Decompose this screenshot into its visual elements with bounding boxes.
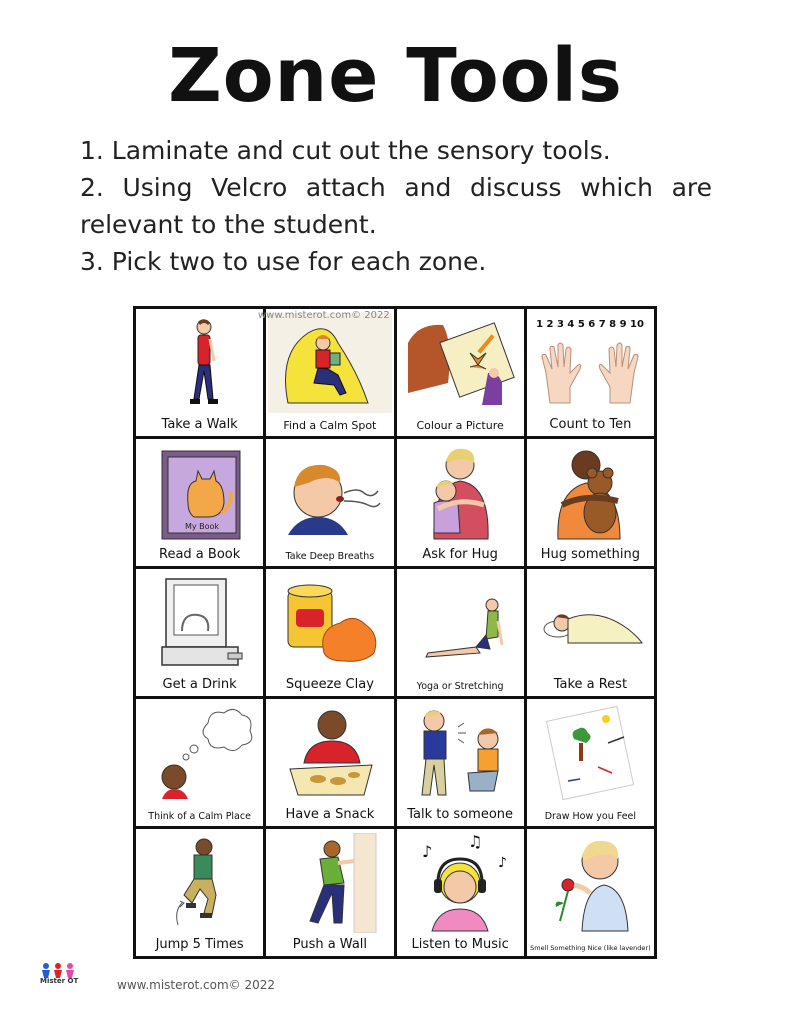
svg-text:♫: ♫ — [468, 833, 483, 851]
svg-text:♪: ♪ — [498, 855, 508, 871]
tool-card-count-to-ten — [527, 309, 654, 436]
tool-label: Take Deep Breaths — [285, 551, 375, 562]
tool-label: Colour a Picture — [416, 419, 504, 432]
tool-label: Count to Ten — [549, 417, 632, 432]
tool-card-take-a-walk — [136, 309, 263, 436]
tool-label: Squeeze Clay — [285, 677, 374, 692]
tool-card-colour-a-picture — [397, 309, 524, 436]
tool-label: Jump 5 Times — [155, 937, 244, 952]
tool-card-read-a-book — [136, 439, 263, 566]
tool-label: Take a Rest — [553, 677, 628, 692]
colouring-icon — [398, 313, 522, 413]
footer-credit: www.misterot.com© 2022 — [117, 978, 276, 992]
yoga-icon — [398, 573, 522, 673]
mister-ot-logo-icon — [36, 960, 82, 990]
play-clay-icon — [268, 573, 392, 673]
tool-label: Listen to Music — [411, 937, 509, 952]
tool-label: Read a Book — [159, 547, 241, 562]
instruction-line-3: relevant to the student. — [80, 210, 377, 239]
tool-label: Talk to someone — [407, 807, 514, 822]
instruction-line-4: 3. Pick two to use for each zone. — [80, 247, 487, 276]
page-title: Zone Tools — [168, 33, 623, 119]
tool-card-talk-to-someone — [397, 699, 524, 826]
tool-card-ask-for-hug — [397, 439, 524, 566]
tool-card-yoga-or-stretching — [397, 569, 524, 696]
book-icon — [138, 443, 262, 543]
walking-person-icon — [138, 313, 262, 413]
tool-label: Draw How you Feel — [544, 811, 637, 822]
tool-card-think-of-a-calm-place — [136, 699, 263, 826]
jumping-icon — [138, 833, 262, 933]
smelling-flower-icon — [528, 833, 652, 933]
beanbag-chair-icon — [268, 313, 392, 413]
tool-card-hug-something — [527, 439, 654, 566]
teddy-bear-icon — [528, 443, 652, 543]
tool-card-push-a-wall — [266, 829, 393, 956]
deep-breath-icon — [268, 443, 392, 543]
svg-text:My Book: My Book — [184, 522, 219, 531]
instruction-line-1: 1. Laminate and cut out the sensory tools. — [80, 136, 611, 165]
drawing-icon — [528, 703, 652, 803]
water-fountain-icon — [138, 573, 262, 673]
talking-people-icon — [398, 703, 522, 803]
tool-label: Push a Wall — [292, 937, 368, 952]
tool-label: Have a Snack — [285, 807, 375, 822]
tool-label: Find a Calm Spot — [283, 419, 377, 432]
svg-text:1 2 3 4 5 6 7 8 9 10: 1 2 3 4 5 6 7 8 9 10 — [536, 319, 645, 330]
tool-label: Hug something — [540, 547, 640, 562]
hug-icon — [398, 443, 522, 543]
tool-card-take-deep-breaths — [266, 439, 393, 566]
thought-bubble-icon — [138, 703, 262, 803]
resting-icon — [528, 573, 652, 673]
tool-card-squeeze-clay — [266, 569, 393, 696]
instructions — [80, 132, 712, 280]
tool-label: Take a Walk — [161, 417, 238, 432]
tool-label: Yoga or Stretching — [416, 681, 504, 692]
tool-card-have-a-snack — [266, 699, 393, 826]
tool-card-take-a-rest — [527, 569, 654, 696]
svg-text:♪: ♪ — [422, 842, 433, 861]
counting-hands-icon — [528, 313, 652, 413]
tool-label: Think of a Calm Place — [148, 811, 251, 822]
snack-icon — [268, 703, 392, 803]
tool-card-smell-something-nice — [527, 829, 654, 956]
tool-label: Get a Drink — [162, 677, 237, 692]
tool-card-draw-how-you-feel — [527, 699, 654, 826]
instruction-line-2: 2. Using Velcro attach and discuss which are — [80, 173, 712, 202]
tool-card-find-a-calm-spot — [266, 309, 393, 436]
wall-push-icon — [268, 833, 392, 933]
tool-label: Smell Something Nice (like lavender) — [530, 944, 651, 952]
tool-label: Ask for Hug — [422, 547, 498, 562]
tools-grid — [133, 306, 657, 959]
watermark: www.misterot.com© 2022 — [258, 310, 390, 321]
tool-card-get-a-drink — [136, 569, 263, 696]
tool-card-listen-to-music — [397, 829, 524, 956]
headphones-icon — [398, 833, 522, 933]
tool-card-jump-5-times — [136, 829, 263, 956]
logo-text: Mister OT — [40, 977, 79, 985]
